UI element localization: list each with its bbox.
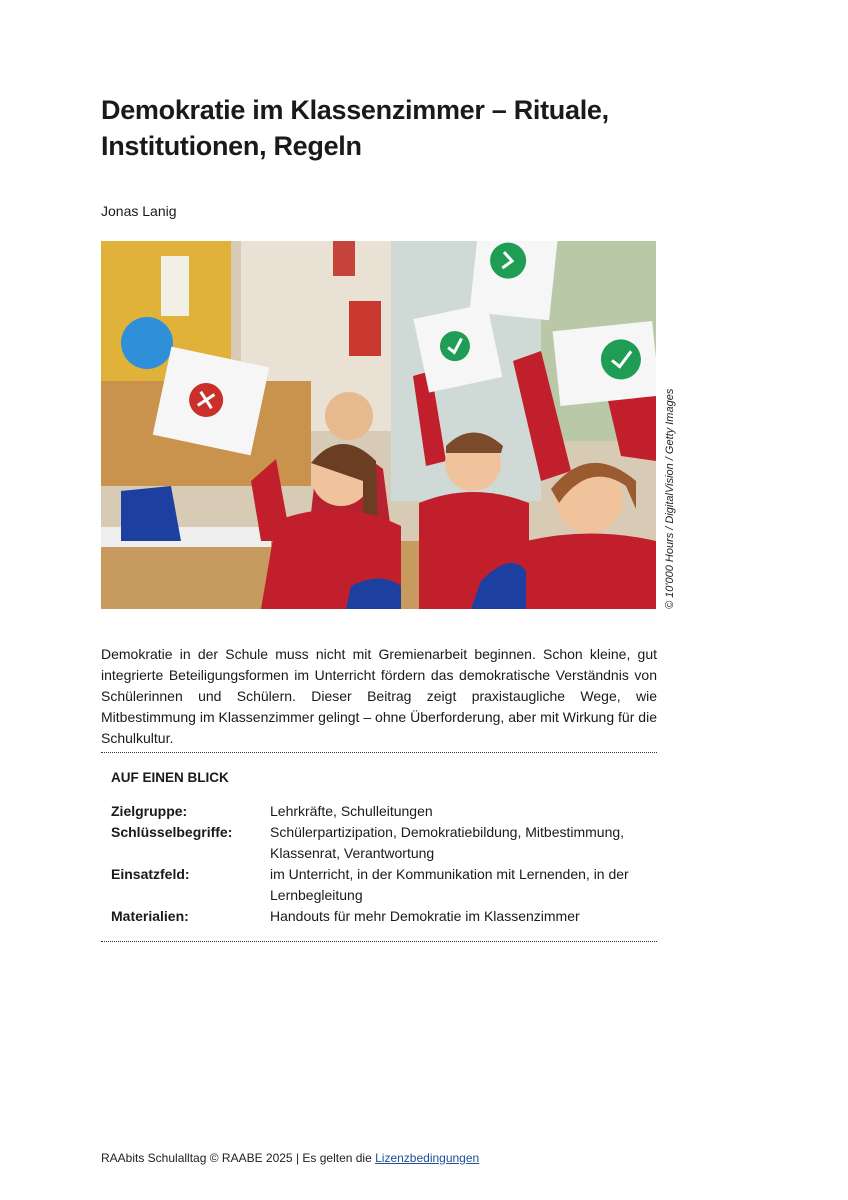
summary-value: Handouts für mehr Demokratie im Klassenzimmer [270, 908, 580, 924]
summary-label: Schlüsselbegriffe: [111, 824, 233, 840]
summary-label: Materialien: [111, 908, 189, 924]
page-footer [101, 1151, 479, 1165]
summary-bottom-divider [101, 941, 657, 942]
summary-heading: AUF EINEN BLICK [111, 770, 229, 785]
summary-value: Lehrkräfte, Schulleitungen [270, 803, 433, 819]
footer-text: RAAbits Schulalltag © RAABE 2025 | Es gelten die [101, 1151, 376, 1165]
photo-credit: © 10'000 Hours / DigitalVision / Getty Images [664, 388, 676, 609]
intro-paragraph: Demokratie in der Schule muss nicht mit Gremienarbeit beginnen. Schon kleine, gut integrierte Beteiligungsformen im Unterricht fördern das demokratische Verständnis von Schülerinnen und Schülern. Dieser Beitrag zeigt praxistaugliche Wege, wie Mitbestimmung im Klassenzimmer gelingt – ohne Überforderung, aber mit Wirkung für die Schulkultur. [101, 646, 657, 746]
license-link[interactable]: Lizenzbedingungen [375, 1151, 480, 1165]
summary-top-divider [101, 752, 657, 753]
author-name: Jonas Lanig [101, 203, 177, 219]
summary-value: im Unterricht, in der Kommunikation mit Lernenden, in der Lernbegleitung [270, 866, 629, 903]
cover-photo [101, 241, 656, 609]
page-title [101, 92, 661, 164]
summary-value: Schülerpartizipation, Demokratiebildung, Mitbestimmung, Klassenrat, Verantwortung [270, 824, 625, 861]
title-line-1: Demokratie im Klassenzimmer – Rituale, [101, 95, 609, 125]
title-line-2: Institutionen, Regeln [101, 131, 362, 161]
summary-label: Zielgruppe: [111, 803, 188, 819]
summary-label: Einsatzfeld: [111, 866, 190, 882]
